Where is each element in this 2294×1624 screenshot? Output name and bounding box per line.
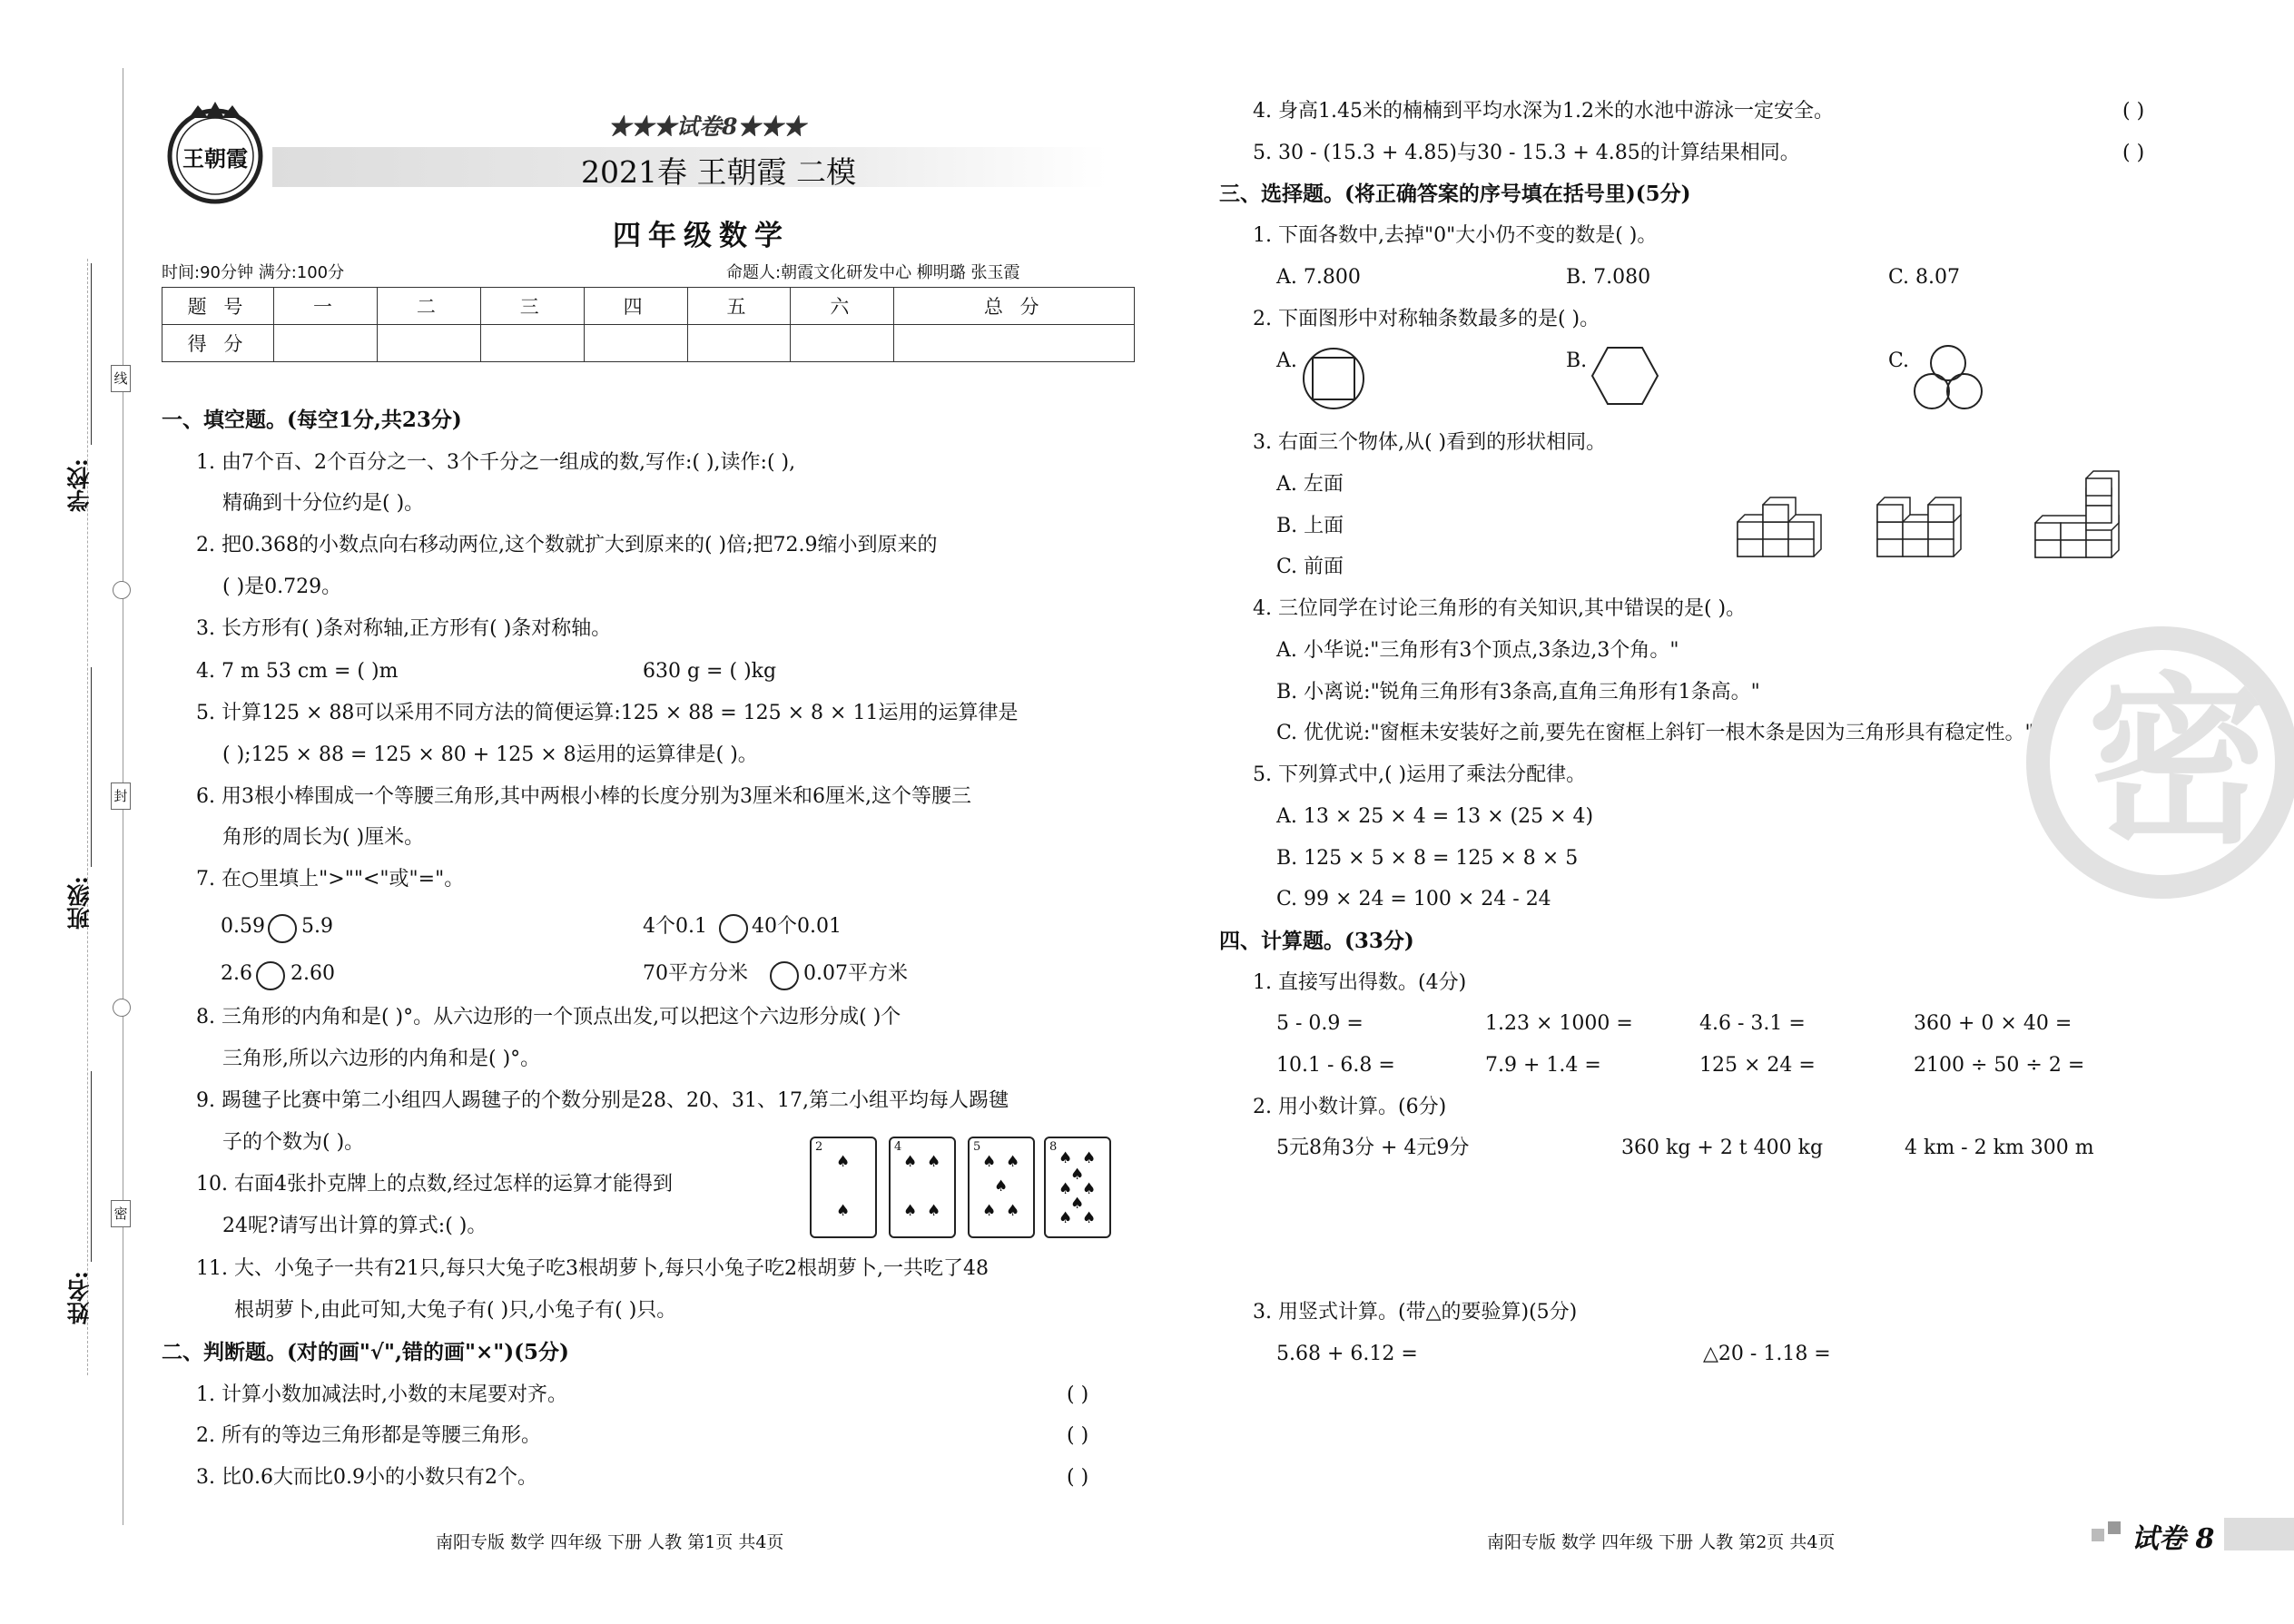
hexagon-figure-icon [1590,345,1659,407]
choice-q4-a: A. 小华说:"三角形有3个顶点,3条边,3个角。" [1276,639,1679,662]
playing-card [1044,1137,1111,1238]
score-cell: 五 [687,288,791,325]
score-table [162,287,1135,362]
choice-q4-c: C. 优优说:"窗框未安装好之前,要先在窗框上斜钉一根木条是因为三角形具有稳定性。" [1276,722,2034,744]
footer-pixel-icon [2108,1521,2121,1534]
q2-line2: ( )是0.729。 [222,576,342,598]
q10-line2: 24呢?请写出计算的算式:( )。 [222,1215,487,1237]
score-cell: 六 [791,288,894,325]
calc-item: 360 + 0 × 40 = [1914,1012,2072,1035]
q9-line2: 子的个数为( )。 [222,1131,365,1154]
choice-q3-c: C. 前面 [1276,556,1344,578]
school-label: 学校: [66,458,93,513]
stars-label: ★★★试卷8★★★ [608,113,806,140]
section4-title: 四、计算题。(33分) [1219,929,1414,953]
binding-hole-icon [113,581,131,599]
spade-icon: ♠ [1058,1180,1073,1198]
spade-icon: ♠ [1070,1195,1085,1213]
card-rank: 8 [1049,1140,1058,1154]
q4-left: 4. 7 m 53 cm = ( )m [196,660,399,683]
compare-circle-icon[interactable] [256,961,285,990]
seal-mark-seal: 封 [111,782,131,810]
spade-icon: ♠ [903,1153,918,1171]
spade-icon: ♠ [927,1202,941,1220]
score-input[interactable] [687,325,791,362]
judge-answer[interactable]: ( ) [1067,1424,1089,1447]
logo-text: 王朝霞 [182,145,248,172]
footer-badge: 试卷 8 [2132,1523,2215,1555]
q11-line1: 11. 大、小兔子一共有21只,每只大兔子吃3根胡萝卜,每只小兔子吃2根胡萝卜,一共吃了48 [196,1257,989,1280]
class-line [91,667,92,867]
score-header-row [162,288,1135,325]
circle-square-figure-icon [1300,345,1367,412]
spade-icon: ♠ [1082,1149,1097,1167]
school-line [91,263,92,445]
section3-title: 三、选择题。(将正确答案的序号填在括号里)(5分) [1219,182,1691,206]
score-cell: 一 [274,288,378,325]
choice-q5-c: C. 99 × 24 = 100 × 24 - 24 [1276,888,1551,910]
judge-answer[interactable]: ( ) [2122,100,2145,123]
q6-line1: 6. 用3根小棒围成一个等腰三角形,其中两根小棒的长度分别为3厘米和6厘米,这个等腰三 [196,785,971,808]
choice-q4-b: B. 小离说:"锐角三角形有3条高,直角三角形有1条高。" [1276,681,1760,704]
cube-stack-figure-icon [1736,490,1826,558]
score-cell: 三 [480,288,584,325]
score-input[interactable] [274,325,378,362]
spade-icon: ♠ [1070,1166,1085,1184]
calc-item: 125 × 24 = [1699,1054,1816,1077]
section1-title: 一、填空题。(每空1分,共23分) [162,408,462,432]
judge-answer[interactable]: ( ) [1067,1383,1089,1406]
spade-icon: ♠ [1082,1209,1097,1227]
q5-line2: ( );125 × 88 = 125 × 80 + 125 × 8运用的运算律是( )。 [222,743,758,766]
score-input[interactable] [584,325,687,362]
calc-item: 4.6 - 3.1 = [1699,1012,1806,1035]
judge-q5: 5. 30 - (15.3 + 4.85)与30 - 15.3 + 4.85的计算结果相同。 [1253,142,1800,164]
footer-right: 南阳专版 数学 四年级 下册 人教 第2页 共4页 [1487,1532,1836,1552]
score-input[interactable] [791,325,894,362]
choice-q3: 3. 右面三个物体,从( )看到的形状相同。 [1253,431,1607,454]
judge-q4: 4. 身高1.45米的楠楠到平均水深为1.2米的水池中游泳一定安全。 [1253,100,1834,123]
spade-icon: ♠ [903,1202,918,1220]
choice-q1-b: B. 7.080 [1566,266,1651,289]
score-cell: 得 分 [162,325,274,362]
playing-card [968,1137,1035,1238]
score-cell: 二 [377,288,480,325]
judge-q3: 3. 比0.6大而比0.9小的小数只有2个。 [196,1466,537,1489]
spade-icon: ♠ [1082,1180,1097,1198]
score-input[interactable] [377,325,480,362]
score-input[interactable] [480,325,584,362]
q1-line2: 精确到十分位约是( )。 [222,492,425,515]
calc-q1: 1. 直接写出得数。(4分) [1253,971,1467,994]
judge-q2: 2. 所有的等边三角形都是等腰三角形。 [196,1424,541,1447]
calc-item: 4 km - 2 km 300 m [1905,1137,2094,1159]
name-label: 姓名: [66,1271,93,1325]
calc-item: 5元8角3分 + 4元9分 [1276,1137,1470,1159]
judge-answer[interactable]: ( ) [1067,1466,1089,1489]
q7-item4-left: 70平方分米 [643,962,748,985]
q7-item3-left: 2.6 [221,962,252,985]
spade-icon: ♠ [994,1177,1009,1196]
q1-line1: 1. 由7个百、2个百分之一、3个千分之一组成的数,写作:( ),读作:( ), [196,451,796,474]
subject-title: 四年级数学 [613,220,790,252]
spade-icon: ♠ [1058,1209,1073,1227]
calc-q3: 3. 用竖式计算。(带△的要验算)(5分) [1253,1301,1578,1324]
choice-q2-b: B. [1566,349,1588,372]
choice-q4: 4. 三位同学在讨论三角形的有关知识,其中错误的是( )。 [1253,597,1747,620]
exam-title: 2021春 王朝霞 二模 [581,154,856,190]
q7-item1-right: 5.9 [301,915,333,938]
q7-item1-left: 0.59 [221,915,265,938]
playing-card [810,1137,877,1238]
spade-icon: ♠ [927,1153,941,1171]
calc-item: 1.23 × 1000 = [1485,1012,1633,1035]
choice-q3-a: A. 左面 [1276,473,1344,496]
compare-circle-icon[interactable] [770,961,799,990]
calc-item: 360 kg + 2 t 400 kg [1621,1137,1824,1159]
choice-q2-c: C. [1888,349,1910,372]
spade-icon: ♠ [1006,1202,1020,1220]
q5-line1: 5. 计算125 × 88可以采用不同方法的简便运算:125 × 88 = 125 × 8 × 11运用的运算律是 [196,702,1019,724]
secret-watermark [2026,626,2294,899]
q9-line1: 9. 踢毽子比赛中第二小组四人踢毽子的个数分别是28、20、31、17,第二小组平均每人踢毽 [196,1089,1009,1112]
q7-item2-left: 4个0.1 [643,915,707,938]
calc-q2: 2. 用小数计算。(6分) [1253,1096,1447,1118]
choice-q2: 2. 下面图形中对称轴条数最多的是( )。 [1253,308,1600,330]
q7-item2-right: 40个0.01 [752,915,842,938]
judge-answer[interactable]: ( ) [2122,142,2145,164]
three-circles-figure-icon [1912,343,1984,412]
spade-icon: ♠ [836,1202,851,1220]
q10-line1: 10. 右面4张扑克牌上的点数,经过怎样的运算才能得到 [196,1173,673,1196]
q3: 3. 长方形有( )条对称轴,正方形有( )条对称轴。 [196,617,612,640]
score-cell: 四 [584,288,687,325]
footer-left: 南阳专版 数学 四年级 下册 人教 第1页 共4页 [436,1532,784,1552]
compare-circle-icon[interactable] [268,914,297,943]
footer-badge-bar [2224,1518,2294,1550]
choice-q3-b: B. 上面 [1276,515,1344,537]
choice-q1-c: C. 8.07 [1888,266,1961,289]
choice-q2-a: A. [1276,349,1297,372]
name-line [91,1071,92,1262]
authors: 命题人:朝霞文化研发中心 柳明璐 张玉霞 [726,263,1020,282]
calc-item: 5 - 0.9 = [1276,1012,1364,1035]
q7-item3-right: 2.60 [290,962,335,985]
card-rank: 5 [973,1140,981,1154]
seal-mark-secret: 密 [111,1200,131,1227]
spade-icon: ♠ [982,1202,997,1220]
spade-icon: ♠ [1058,1149,1073,1167]
q2-line1: 2. 把0.368的小数点向右移动两位,这个数就扩大到原来的( )倍;把72.9缩小到原来的 [196,534,938,556]
calc-item: 5.68 + 6.12 = [1276,1343,1418,1365]
choice-q5-b: B. 125 × 5 × 8 = 125 × 8 × 5 [1276,847,1579,870]
q7-item4-right: 0.07平方米 [803,962,908,985]
card-rank: 2 [815,1140,823,1154]
score-cell: 总 分 [894,288,1135,325]
calc-item: 10.1 - 6.8 = [1276,1054,1395,1077]
binding-dash-line [87,259,88,1375]
calc-item: 7.9 + 1.4 = [1485,1054,1601,1077]
cube-stack-figure-icon [1876,490,1966,558]
calc-item: △20 - 1.18 = [1703,1343,1831,1365]
choice-q1-a: A. 7.800 [1276,266,1361,289]
score-cell: 题 号 [162,288,274,325]
spade-icon: ♠ [836,1153,851,1171]
logo [162,100,269,207]
playing-card [889,1137,956,1238]
section2-title: 二、判断题。(对的画"√",错的画"×")(5分) [162,1340,569,1364]
q4-right: 630 g = ( )kg [643,660,777,683]
q11-line2: 根胡萝卜,由此可知,大兔子有( )只,小兔子有( )只。 [234,1299,677,1322]
score-value-row [162,325,1135,362]
q6-line2: 角形的周长为( )厘米。 [222,826,425,849]
judge-q1: 1. 计算小数加减法时,小数的末尾要对齐。 [196,1383,567,1406]
spade-icon: ♠ [1006,1153,1020,1171]
class-label: 班级: [66,876,93,930]
q8-line1: 8. 三角形的内角和是( )°。从六边形的一个顶点出发,可以把这个六边形分成( )个 [196,1006,901,1029]
score-input[interactable] [894,325,1135,362]
seal-mark-line: 线 [111,365,131,392]
calc-item: 2100 ÷ 50 ÷ 2 = [1914,1054,2085,1077]
q8-line2: 三角形,所以六边形的内角和是( )°。 [222,1048,541,1070]
spade-icon: ♠ [982,1153,997,1171]
q7: 7. 在○里填上">""<"或"="。 [196,868,465,891]
choice-q5-a: A. 13 × 25 × 4 = 13 × (25 × 4) [1276,805,1594,828]
watermark-text: 密 [2086,657,2269,869]
footer-pixel-icon [2092,1529,2104,1541]
binding-hole-icon [113,999,131,1017]
card-rank: 4 [894,1140,902,1154]
choice-q5: 5. 下列算式中,( )运用了乘法分配律。 [1253,763,1587,786]
time-info: 时间:90分钟 满分:100分 [162,263,345,282]
cube-stack-figure-icon [2033,468,2124,559]
compare-circle-icon[interactable] [719,914,748,943]
choice-q1: 1. 下面各数中,去掉"0"大小仍不变的数是( )。 [1253,224,1658,247]
